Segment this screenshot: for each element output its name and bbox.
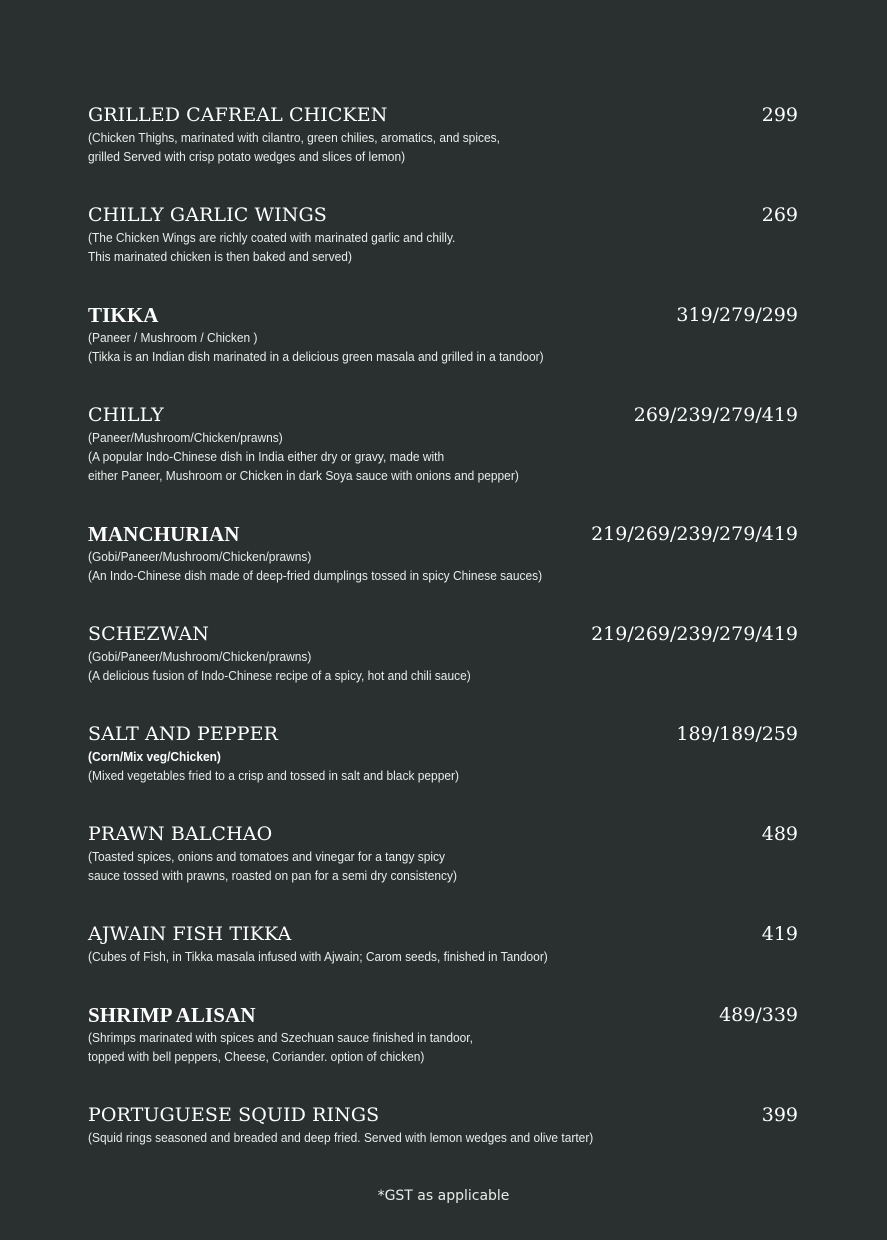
description-line: (Tikka is an Indian dish marinated in a delicious green masala and grilled in a tandoor) xyxy=(88,349,544,364)
item-price: 269 xyxy=(761,204,798,226)
item-description xyxy=(88,1128,593,1147)
item-price: 399 xyxy=(761,1104,798,1126)
item-description xyxy=(88,547,542,585)
description-line: (A popular Indo-Chinese dish in India either dry or gravy, made with xyxy=(88,449,445,464)
gst-footnote: *GST as applicable xyxy=(377,1188,510,1204)
item-price: 419 xyxy=(761,923,798,945)
description-line: (Cubes of Fish, in Tikka masala infused with Ajwain; Carom seeds, finished in Tandoor) xyxy=(88,949,548,964)
item-name: SALT AND PEPPER xyxy=(88,723,279,745)
description-line: (Toasted spices, onions and tomatoes and vinegar for a tangy spicy xyxy=(88,849,446,864)
description-line: (Paneer/Mushroom/Chicken/prawns) xyxy=(88,430,283,445)
item-price: 269/239/279/419 xyxy=(633,404,798,426)
item-description xyxy=(88,328,544,366)
item-description xyxy=(88,228,455,266)
item-price: 299 xyxy=(761,104,798,126)
item-name: PORTUGUESE SQUID RINGS xyxy=(88,1104,380,1126)
item-name: AJWAIN FISH TIKKA xyxy=(88,923,292,945)
item-price: 219/269/239/279/419 xyxy=(591,523,798,545)
item-price: 489 xyxy=(761,823,798,845)
description-line: either Paneer, Mushroom or Chicken in dark Soya sauce with onions and pepper) xyxy=(88,468,519,483)
description-line: (Chicken Thighs, marinated with cilantro, green chilies, aromatics, and spices, xyxy=(88,130,500,145)
description-line: topped with bell peppers, Cheese, Coriander. option of chicken) xyxy=(88,1049,425,1064)
description-line: (A delicious fusion of Indo-Chinese recipe of a spicy, hot and chili sauce) xyxy=(88,668,471,683)
item-name: SHRIMP ALISAN xyxy=(88,1003,256,1027)
description-line: (The Chicken Wings are richly coated with marinated garlic and chilly. xyxy=(88,230,456,245)
item-price: 219/269/239/279/419 xyxy=(591,623,798,645)
description-line: sauce tossed with prawns, roasted on pan for a semi dry consistency) xyxy=(88,868,457,883)
item-description xyxy=(88,428,519,485)
item-description xyxy=(88,747,459,785)
item-name: MANCHURIAN xyxy=(88,522,240,546)
item-name: TIKKA xyxy=(88,303,159,327)
item-description xyxy=(88,128,500,166)
item-price: 189/189/259 xyxy=(676,723,798,745)
description-line: (Shrimps marinated with spices and Szechuan sauce finished in tandoor, xyxy=(88,1030,473,1045)
description-line: This marinated chicken is then baked and served) xyxy=(88,249,352,264)
item-description xyxy=(88,847,457,885)
description-line: (Mixed vegetables fried to a crisp and tossed in salt and black pepper) xyxy=(88,768,459,783)
description-line: grilled Served with crisp potato wedges and slices of lemon) xyxy=(88,149,406,164)
description-line: (Corn/Mix veg/Chicken) xyxy=(88,749,221,764)
item-description xyxy=(88,1028,473,1066)
description-line: (Squid rings seasoned and breaded and deep fried. Served with lemon wedges and olive tarter) xyxy=(88,1130,594,1145)
description-line: (An Indo-Chinese dish made of deep-fried dumplings tossed in spicy Chinese sauces) xyxy=(88,568,543,583)
item-name: PRAWN BALCHAO xyxy=(88,823,273,845)
item-name: SCHEZWAN xyxy=(88,623,209,645)
item-price: 319/279/299 xyxy=(676,304,798,326)
item-name: CHILLY GARLIC WINGS xyxy=(88,204,327,226)
item-price: 489/339 xyxy=(719,1004,798,1026)
description-line: (Gobi/Paneer/Mushroom/Chicken/prawns) xyxy=(88,549,312,564)
item-description xyxy=(88,647,471,685)
item-name: GRILLED CAFREAL CHICKEN xyxy=(88,104,388,126)
description-line: (Gobi/Paneer/Mushroom/Chicken/prawns) xyxy=(88,649,312,664)
item-description xyxy=(88,947,548,966)
item-name: CHILLY xyxy=(88,404,164,426)
description-line: (Paneer / Mushroom / Chicken ) xyxy=(88,330,258,345)
